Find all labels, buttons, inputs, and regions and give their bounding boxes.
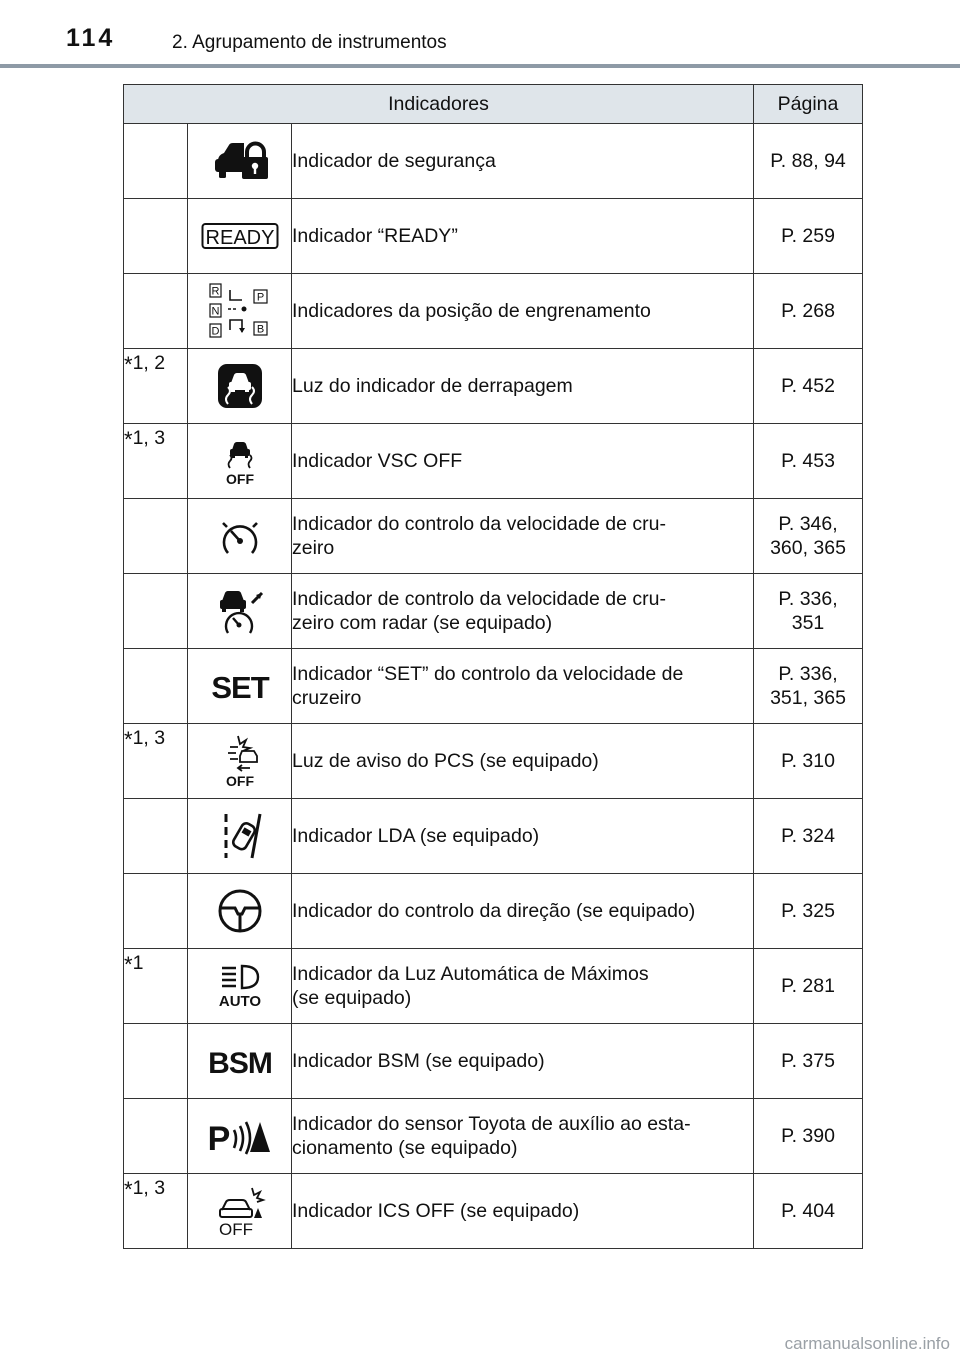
pcs-off-icon <box>216 734 264 788</box>
svg-text:BSM: BSM <box>207 1047 272 1078</box>
note-ref: *1, 3 <box>124 424 188 499</box>
note-ref <box>124 274 188 349</box>
row-page-ref: P. 268 <box>754 274 863 349</box>
row-page-ref: P. 346, 360, 365 <box>754 499 863 574</box>
table-row <box>124 724 863 799</box>
table-row <box>124 1099 863 1174</box>
radar-cruise-icon <box>212 587 268 635</box>
steering-control-icon <box>216 887 264 935</box>
parking-sensor-icon <box>208 1116 272 1156</box>
svg-text:AUTO: AUTO <box>218 993 261 1008</box>
row-page-ref: P. 325 <box>754 874 863 949</box>
row-page-ref: P. 324 <box>754 799 863 874</box>
row-page-ref: P. 375 <box>754 1024 863 1099</box>
note-ref: *1, 2 <box>124 349 188 424</box>
header-rule <box>0 64 960 68</box>
table-row <box>124 649 863 724</box>
svg-text:P: P <box>256 291 264 304</box>
row-page-ref: P. 452 <box>754 349 863 424</box>
indicators-table <box>123 84 863 1249</box>
note-ref <box>124 1024 188 1099</box>
table-row <box>124 349 863 424</box>
svg-text:R: R <box>211 285 219 298</box>
table-row <box>124 199 863 274</box>
table-row <box>124 574 863 649</box>
note-ref <box>124 574 188 649</box>
table-row <box>124 949 863 1024</box>
note-ref <box>124 799 188 874</box>
row-page-ref: P. 336, 351, 365 <box>754 649 863 724</box>
row-description: Indicador da Luz Automática de Máximos (se equipado) <box>292 949 754 1024</box>
table-row <box>124 424 863 499</box>
row-description: Indicador VSC OFF <box>292 424 754 499</box>
row-description: Indicador ICS OFF (se equipado) <box>292 1174 754 1249</box>
svg-text:N: N <box>211 305 219 318</box>
row-description: Indicador de controlo da velocidade de cru- zeiro com radar (se equipado) <box>292 574 754 649</box>
note-ref: *1, 3 <box>124 724 188 799</box>
table-row <box>124 1174 863 1249</box>
row-description: Indicador “SET” do controlo da velocidade de cruzeiro <box>292 649 754 724</box>
table-row <box>124 499 863 574</box>
slip-indicator-icon <box>216 362 264 410</box>
note-ref <box>124 199 188 274</box>
lda-icon <box>216 811 264 861</box>
row-description: Indicador do sensor Toyota de auxílio ao esta- cionamento (se equipado) <box>292 1099 754 1174</box>
table-row <box>124 124 863 199</box>
section-title: 2. Agrupamento de instrumentos <box>172 32 447 53</box>
note-ref <box>124 499 188 574</box>
row-description: Luz do indicador de derrapagem <box>292 349 754 424</box>
svg-text:D: D <box>211 325 219 338</box>
svg-text:OFF: OFF <box>218 1220 253 1238</box>
table-row <box>124 1024 863 1099</box>
svg-text:P: P <box>207 1120 230 1156</box>
ready-icon <box>201 221 279 251</box>
row-page-ref: P. 404 <box>754 1174 863 1249</box>
col-header-page: Página <box>754 85 863 124</box>
note-ref: *1 <box>124 949 188 1024</box>
row-description: Indicador do controlo da velocidade de cru- zeiro <box>292 499 754 574</box>
set-icon <box>210 669 270 703</box>
page-header <box>0 0 960 70</box>
svg-text:READY: READY <box>205 227 274 249</box>
svg-text:OFF: OFF <box>225 773 254 788</box>
cruise-control-icon <box>216 515 264 557</box>
row-description: Indicadores da posição de engrenamento <box>292 274 754 349</box>
svg-text:OFF: OFF <box>225 471 254 486</box>
bsm-icon <box>207 1044 273 1078</box>
row-page-ref: P. 88, 94 <box>754 124 863 199</box>
row-description: Indicador LDA (se equipado) <box>292 799 754 874</box>
row-page-ref: P. 310 <box>754 724 863 799</box>
note-ref <box>124 1099 188 1174</box>
row-description: Indicador “READY” <box>292 199 754 274</box>
row-description: Indicador de segurança <box>292 124 754 199</box>
watermark: carmanualsonline.info <box>784 1334 950 1353</box>
note-ref <box>124 874 188 949</box>
note-ref <box>124 649 188 724</box>
security-lock-car-icon <box>212 141 268 181</box>
table-row <box>124 274 863 349</box>
vsc-off-icon <box>216 436 264 486</box>
row-page-ref: P. 453 <box>754 424 863 499</box>
ics-off-icon <box>212 1184 268 1238</box>
page-number: 114 <box>66 24 116 52</box>
table-row <box>124 799 863 874</box>
note-ref: *1, 3 <box>124 1174 188 1249</box>
table-header-row <box>124 85 863 124</box>
auto-high-beam-icon <box>212 964 268 1008</box>
row-description: Indicador do controlo da direção (se equipado) <box>292 874 754 949</box>
shift-position-icon <box>208 282 272 340</box>
svg-text:SET: SET <box>210 670 269 703</box>
row-description: Luz de aviso do PCS (se equipado) <box>292 724 754 799</box>
row-page-ref: P. 259 <box>754 199 863 274</box>
row-description: Indicador BSM (se equipado) <box>292 1024 754 1099</box>
row-page-ref: P. 336, 351 <box>754 574 863 649</box>
col-header-indicators: Indicadores <box>124 85 754 124</box>
row-page-ref: P. 281 <box>754 949 863 1024</box>
table-row <box>124 874 863 949</box>
note-ref <box>124 124 188 199</box>
svg-text:B: B <box>256 323 264 336</box>
row-page-ref: P. 390 <box>754 1099 863 1174</box>
